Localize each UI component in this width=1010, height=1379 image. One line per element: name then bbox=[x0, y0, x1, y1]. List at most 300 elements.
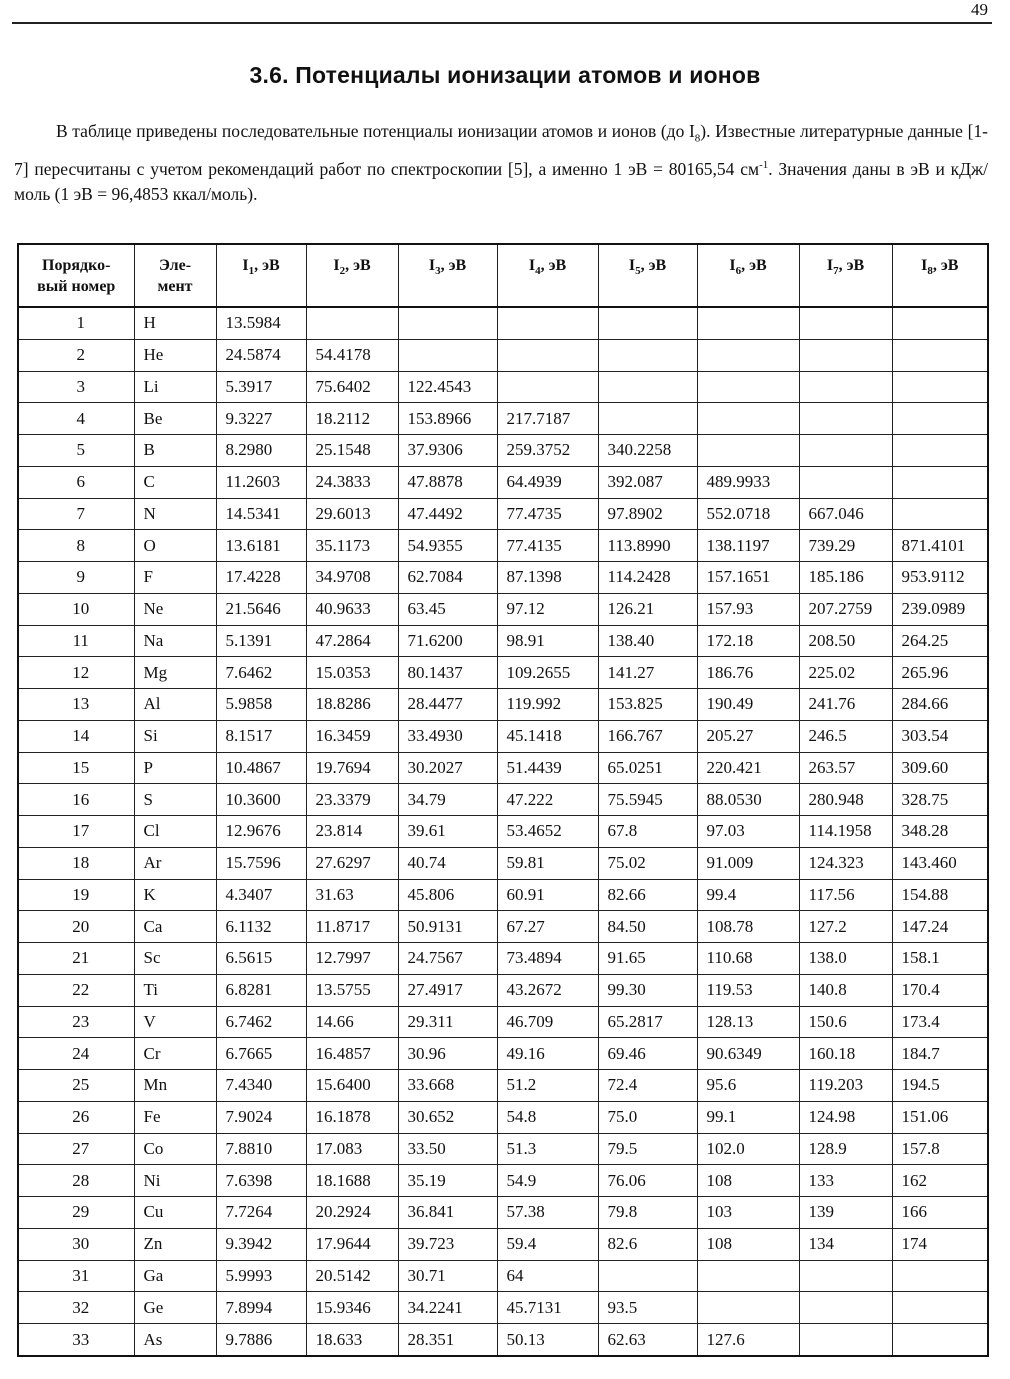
cell-i5 bbox=[598, 403, 697, 435]
cell-i2: 31.63 bbox=[306, 879, 398, 911]
cell-i5: 75.5945 bbox=[598, 784, 697, 816]
cell-i7: 246.5 bbox=[799, 720, 892, 752]
table-row bbox=[18, 371, 988, 403]
table-row bbox=[18, 530, 988, 562]
table-row bbox=[18, 1070, 988, 1102]
cell-i1: 24.5874 bbox=[216, 339, 306, 371]
cell-i3: 34.79 bbox=[398, 784, 497, 816]
page-number: 49 bbox=[971, 0, 988, 19]
cell-i6: 127.6 bbox=[697, 1324, 799, 1356]
cell-i1: 10.3600 bbox=[216, 784, 306, 816]
intro-text-1: В таблице приведены последовательные потенциалы ионизации атомов и ионов (до I bbox=[56, 121, 695, 141]
table-row bbox=[18, 689, 988, 721]
table-row bbox=[18, 435, 988, 467]
cell-i7 bbox=[799, 466, 892, 498]
header-i6: $I_6$, эВ bbox=[697, 244, 799, 307]
cell-i1: 7.6462 bbox=[216, 657, 306, 689]
cell-number: 15 bbox=[18, 752, 134, 784]
table-row bbox=[18, 1101, 988, 1133]
cell-i8 bbox=[892, 498, 988, 530]
cell-i3: 40.74 bbox=[398, 847, 497, 879]
cell-i1: 5.1391 bbox=[216, 625, 306, 657]
cell-i7 bbox=[799, 339, 892, 371]
cell-number: 32 bbox=[18, 1292, 134, 1324]
cell-i3: 33.50 bbox=[398, 1133, 497, 1165]
cell-element: V bbox=[134, 1006, 216, 1038]
cell-i3: 37.9306 bbox=[398, 435, 497, 467]
cell-i2: 15.6400 bbox=[306, 1070, 398, 1102]
cell-number: 33 bbox=[18, 1324, 134, 1356]
cell-number: 29 bbox=[18, 1197, 134, 1229]
cell-element: Mn bbox=[134, 1070, 216, 1102]
cell-i2: 17.083 bbox=[306, 1133, 398, 1165]
cell-number: 14 bbox=[18, 720, 134, 752]
cell-i1: 6.8281 bbox=[216, 974, 306, 1006]
table-row bbox=[18, 593, 988, 625]
cell-i6: 88.0530 bbox=[697, 784, 799, 816]
cell-i6 bbox=[697, 435, 799, 467]
cell-number: 5 bbox=[18, 435, 134, 467]
cell-i8: 173.4 bbox=[892, 1006, 988, 1038]
intro-text-3: . Значения даны в эВ и кДж/моль (1 эВ = 96,4853 ккал/моль). bbox=[14, 158, 989, 205]
cell-i1: 5.9858 bbox=[216, 689, 306, 721]
table-row bbox=[18, 943, 988, 975]
cell-i7: 128.9 bbox=[799, 1133, 892, 1165]
cell-element: Ga bbox=[134, 1260, 216, 1292]
cell-i6: 102.0 bbox=[697, 1133, 799, 1165]
cell-number: 24 bbox=[18, 1038, 134, 1070]
cell-i3 bbox=[398, 307, 497, 339]
cell-i4: 59.4 bbox=[497, 1228, 598, 1260]
cell-i5: 126.21 bbox=[598, 593, 697, 625]
cell-i8: 265.96 bbox=[892, 657, 988, 689]
cell-i8: 157.8 bbox=[892, 1133, 988, 1165]
cell-i4: 60.91 bbox=[497, 879, 598, 911]
cell-i2: 18.633 bbox=[306, 1324, 398, 1356]
intro-sup: -1 bbox=[759, 158, 769, 171]
cell-i5: 75.02 bbox=[598, 847, 697, 879]
cell-i8: 170.4 bbox=[892, 974, 988, 1006]
cell-i8: 194.5 bbox=[892, 1070, 988, 1102]
cell-element: He bbox=[134, 339, 216, 371]
header-i4: $I_4$, эВ bbox=[497, 244, 598, 307]
cell-i8 bbox=[892, 435, 988, 467]
cell-i4: 98.91 bbox=[497, 625, 598, 657]
cell-i1: 9.7886 bbox=[216, 1324, 306, 1356]
cell-i8: 328.75 bbox=[892, 784, 988, 816]
cell-i4: 119.992 bbox=[497, 689, 598, 721]
cell-element: As bbox=[134, 1324, 216, 1356]
cell-i3: 80.1437 bbox=[398, 657, 497, 689]
cell-i5: 114.2428 bbox=[598, 562, 697, 594]
cell-i2: 15.0353 bbox=[306, 657, 398, 689]
cell-i3: 47.4492 bbox=[398, 498, 497, 530]
cell-i8: 158.1 bbox=[892, 943, 988, 975]
cell-i3: 62.7084 bbox=[398, 562, 497, 594]
table-row bbox=[18, 339, 988, 371]
cell-i7: 117.56 bbox=[799, 879, 892, 911]
cell-i3: 50.9131 bbox=[398, 911, 497, 943]
cell-i5: 99.30 bbox=[598, 974, 697, 1006]
cell-i7 bbox=[799, 1324, 892, 1356]
cell-i2: 20.5142 bbox=[306, 1260, 398, 1292]
cell-number: 8 bbox=[18, 530, 134, 562]
cell-i6: 99.1 bbox=[697, 1101, 799, 1133]
cell-i1: 9.3942 bbox=[216, 1228, 306, 1260]
cell-i2: 18.2112 bbox=[306, 403, 398, 435]
cell-i4: 51.3 bbox=[497, 1133, 598, 1165]
cell-i3: 54.9355 bbox=[398, 530, 497, 562]
cell-i3: 34.2241 bbox=[398, 1292, 497, 1324]
cell-i5 bbox=[598, 307, 697, 339]
cell-i7: 138.0 bbox=[799, 943, 892, 975]
table-row bbox=[18, 307, 988, 339]
cell-i5: 67.8 bbox=[598, 816, 697, 848]
cell-i8: 309.60 bbox=[892, 752, 988, 784]
header-i8: $I_8$, эВ bbox=[892, 244, 988, 307]
cell-i6: 220.421 bbox=[697, 752, 799, 784]
cell-i4 bbox=[497, 339, 598, 371]
cell-number: 16 bbox=[18, 784, 134, 816]
cell-element: Ge bbox=[134, 1292, 216, 1324]
cell-i2: 19.7694 bbox=[306, 752, 398, 784]
cell-i4: 64 bbox=[497, 1260, 598, 1292]
cell-i2: 40.9633 bbox=[306, 593, 398, 625]
cell-number: 3 bbox=[18, 371, 134, 403]
cell-element: O bbox=[134, 530, 216, 562]
cell-number: 25 bbox=[18, 1070, 134, 1102]
cell-i4: 57.38 bbox=[497, 1197, 598, 1229]
cell-i7: 208.50 bbox=[799, 625, 892, 657]
cell-i7 bbox=[799, 1292, 892, 1324]
cell-number: 31 bbox=[18, 1260, 134, 1292]
cell-i7: 140.8 bbox=[799, 974, 892, 1006]
cell-i1: 14.5341 bbox=[216, 498, 306, 530]
cell-i2: 29.6013 bbox=[306, 498, 398, 530]
table-row bbox=[18, 1324, 988, 1356]
cell-i6: 95.6 bbox=[697, 1070, 799, 1102]
cell-number: 10 bbox=[18, 593, 134, 625]
cell-i1: 7.6398 bbox=[216, 1165, 306, 1197]
header-i7: $I_7$, эВ bbox=[799, 244, 892, 307]
cell-i5: 84.50 bbox=[598, 911, 697, 943]
cell-i2: 13.5755 bbox=[306, 974, 398, 1006]
cell-i5: 79.5 bbox=[598, 1133, 697, 1165]
cell-i8 bbox=[892, 1292, 988, 1324]
cell-i6 bbox=[697, 371, 799, 403]
cell-number: 2 bbox=[18, 339, 134, 371]
cell-i6 bbox=[697, 307, 799, 339]
cell-i8: 154.88 bbox=[892, 879, 988, 911]
cell-i3: 63.45 bbox=[398, 593, 497, 625]
cell-number: 20 bbox=[18, 911, 134, 943]
cell-i4: 59.81 bbox=[497, 847, 598, 879]
cell-i5: 82.66 bbox=[598, 879, 697, 911]
cell-i8: 239.0989 bbox=[892, 593, 988, 625]
cell-number: 4 bbox=[18, 403, 134, 435]
cell-i7: 127.2 bbox=[799, 911, 892, 943]
cell-number: 9 bbox=[18, 562, 134, 594]
cell-i7: 241.76 bbox=[799, 689, 892, 721]
cell-i1: 5.9993 bbox=[216, 1260, 306, 1292]
cell-i7: 134 bbox=[799, 1228, 892, 1260]
cell-element: Ne bbox=[134, 593, 216, 625]
header-number: Порядко- вый номер bbox=[18, 244, 134, 307]
cell-i7: 739.29 bbox=[799, 530, 892, 562]
cell-number: 22 bbox=[18, 974, 134, 1006]
intro-paragraph bbox=[14, 118, 988, 207]
cell-i2: 16.1878 bbox=[306, 1101, 398, 1133]
cell-i3: 122.4543 bbox=[398, 371, 497, 403]
cell-i2: 16.3459 bbox=[306, 720, 398, 752]
cell-i8: 303.54 bbox=[892, 720, 988, 752]
cell-i5: 141.27 bbox=[598, 657, 697, 689]
cell-i2: 14.66 bbox=[306, 1006, 398, 1038]
table-row bbox=[18, 816, 988, 848]
cell-i8 bbox=[892, 339, 988, 371]
cell-i3: 36.841 bbox=[398, 1197, 497, 1229]
cell-i6 bbox=[697, 1292, 799, 1324]
table-row bbox=[18, 879, 988, 911]
cell-element: P bbox=[134, 752, 216, 784]
cell-i6: 108 bbox=[697, 1165, 799, 1197]
cell-i5: 392.087 bbox=[598, 466, 697, 498]
cell-i8: 147.24 bbox=[892, 911, 988, 943]
table-row bbox=[18, 1228, 988, 1260]
cell-i2: 11.8717 bbox=[306, 911, 398, 943]
cell-i6: 186.76 bbox=[697, 657, 799, 689]
cell-element: C bbox=[134, 466, 216, 498]
cell-i3: 30.71 bbox=[398, 1260, 497, 1292]
cell-i7: 160.18 bbox=[799, 1038, 892, 1070]
ionization-table bbox=[17, 243, 989, 1357]
cell-i5: 65.2817 bbox=[598, 1006, 697, 1038]
cell-i1: 8.1517 bbox=[216, 720, 306, 752]
cell-i7: 124.323 bbox=[799, 847, 892, 879]
cell-element: Sc bbox=[134, 943, 216, 975]
cell-i4: 217.7187 bbox=[497, 403, 598, 435]
cell-i7 bbox=[799, 307, 892, 339]
cell-i3: 47.8878 bbox=[398, 466, 497, 498]
cell-i5: 76.06 bbox=[598, 1165, 697, 1197]
cell-element: Be bbox=[134, 403, 216, 435]
cell-i8: 348.28 bbox=[892, 816, 988, 848]
cell-i4: 64.4939 bbox=[497, 466, 598, 498]
cell-i1: 9.3227 bbox=[216, 403, 306, 435]
cell-i5: 65.0251 bbox=[598, 752, 697, 784]
table-row bbox=[18, 1038, 988, 1070]
cell-i7: 207.2759 bbox=[799, 593, 892, 625]
cell-number: 30 bbox=[18, 1228, 134, 1260]
cell-element: Li bbox=[134, 371, 216, 403]
cell-i5: 91.65 bbox=[598, 943, 697, 975]
cell-i8 bbox=[892, 466, 988, 498]
cell-i3: 30.96 bbox=[398, 1038, 497, 1070]
cell-i8: 166 bbox=[892, 1197, 988, 1229]
cell-i8: 953.9112 bbox=[892, 562, 988, 594]
cell-i2: 75.6402 bbox=[306, 371, 398, 403]
cell-i5: 79.8 bbox=[598, 1197, 697, 1229]
header-element: Эле- мент bbox=[134, 244, 216, 307]
cell-i2: 17.9644 bbox=[306, 1228, 398, 1260]
header-i5: $I_5$, эВ bbox=[598, 244, 697, 307]
table-body bbox=[18, 307, 988, 1356]
cell-i4: 259.3752 bbox=[497, 435, 598, 467]
cell-number: 26 bbox=[18, 1101, 134, 1133]
table-row bbox=[18, 752, 988, 784]
cell-i1: 13.6181 bbox=[216, 530, 306, 562]
cell-element: H bbox=[134, 307, 216, 339]
cell-number: 11 bbox=[18, 625, 134, 657]
cell-i2: 23.3379 bbox=[306, 784, 398, 816]
cell-i6: 97.03 bbox=[697, 816, 799, 848]
cell-i7: 150.6 bbox=[799, 1006, 892, 1038]
cell-i5 bbox=[598, 371, 697, 403]
cell-i6: 128.13 bbox=[697, 1006, 799, 1038]
cell-element: Cu bbox=[134, 1197, 216, 1229]
table-row bbox=[18, 974, 988, 1006]
table-row bbox=[18, 1165, 988, 1197]
cell-i7: 139 bbox=[799, 1197, 892, 1229]
header-i3: $I_3$, эВ bbox=[398, 244, 497, 307]
cell-i3: 30.2027 bbox=[398, 752, 497, 784]
cell-i3: 39.723 bbox=[398, 1228, 497, 1260]
cell-i8 bbox=[892, 403, 988, 435]
cell-number: 1 bbox=[18, 307, 134, 339]
cell-i6: 119.53 bbox=[697, 974, 799, 1006]
cell-i4: 54.9 bbox=[497, 1165, 598, 1197]
cell-i5: 62.63 bbox=[598, 1324, 697, 1356]
cell-i7 bbox=[799, 403, 892, 435]
table-row bbox=[18, 720, 988, 752]
cell-i5: 340.2258 bbox=[598, 435, 697, 467]
cell-i1: 11.2603 bbox=[216, 466, 306, 498]
cell-element: N bbox=[134, 498, 216, 530]
table-row bbox=[18, 1197, 988, 1229]
cell-element: Ca bbox=[134, 911, 216, 943]
cell-i7 bbox=[799, 435, 892, 467]
cell-i2: 27.6297 bbox=[306, 847, 398, 879]
cell-i4: 47.222 bbox=[497, 784, 598, 816]
section-title: 3.6. Потенциалы ионизации атомов и ионов bbox=[249, 62, 761, 88]
table-row bbox=[18, 403, 988, 435]
cell-i5: 72.4 bbox=[598, 1070, 697, 1102]
cell-i4: 49.16 bbox=[497, 1038, 598, 1070]
cell-element: Fe bbox=[134, 1101, 216, 1133]
cell-element: B bbox=[134, 435, 216, 467]
header-rule bbox=[12, 22, 992, 24]
cell-i7 bbox=[799, 1260, 892, 1292]
cell-i7: 225.02 bbox=[799, 657, 892, 689]
cell-element: S bbox=[134, 784, 216, 816]
cell-number: 23 bbox=[18, 1006, 134, 1038]
cell-i8 bbox=[892, 307, 988, 339]
cell-i4: 50.13 bbox=[497, 1324, 598, 1356]
table-row bbox=[18, 847, 988, 879]
cell-element: Na bbox=[134, 625, 216, 657]
cell-i8: 162 bbox=[892, 1165, 988, 1197]
cell-i1: 6.1132 bbox=[216, 911, 306, 943]
cell-element: F bbox=[134, 562, 216, 594]
cell-i7: 124.98 bbox=[799, 1101, 892, 1133]
cell-number: 19 bbox=[18, 879, 134, 911]
cell-i5: 153.825 bbox=[598, 689, 697, 721]
intro-text-2: ). Известные литературные данные [1-7] пересчитаны с учетом рекомендаций работ по спектроскопии [5], а именно 1 эВ = 80165,54 см bbox=[14, 121, 988, 179]
cell-i6: 91.009 bbox=[697, 847, 799, 879]
cell-i6: 552.0718 bbox=[697, 498, 799, 530]
cell-i6: 99.4 bbox=[697, 879, 799, 911]
cell-i2: 15.9346 bbox=[306, 1292, 398, 1324]
cell-i3: 27.4917 bbox=[398, 974, 497, 1006]
header-i2: $I_2$, эВ bbox=[306, 244, 398, 307]
cell-i6 bbox=[697, 403, 799, 435]
cell-i3: 33.4930 bbox=[398, 720, 497, 752]
cell-i1: 7.9024 bbox=[216, 1101, 306, 1133]
table-row bbox=[18, 562, 988, 594]
cell-i2: 20.2924 bbox=[306, 1197, 398, 1229]
cell-element: Cl bbox=[134, 816, 216, 848]
cell-i1: 8.2980 bbox=[216, 435, 306, 467]
cell-i3: 71.6200 bbox=[398, 625, 497, 657]
cell-i1: 7.4340 bbox=[216, 1070, 306, 1102]
table-row bbox=[18, 466, 988, 498]
cell-i7: 119.203 bbox=[799, 1070, 892, 1102]
cell-i1: 17.4228 bbox=[216, 562, 306, 594]
cell-i2: 35.1173 bbox=[306, 530, 398, 562]
cell-i4 bbox=[497, 307, 598, 339]
cell-number: 27 bbox=[18, 1133, 134, 1165]
cell-i1: 12.9676 bbox=[216, 816, 306, 848]
table-row bbox=[18, 498, 988, 530]
table-row bbox=[18, 1006, 988, 1038]
cell-i4: 77.4735 bbox=[497, 498, 598, 530]
cell-i7 bbox=[799, 371, 892, 403]
cell-i1: 15.7596 bbox=[216, 847, 306, 879]
cell-i4: 53.4652 bbox=[497, 816, 598, 848]
cell-i5: 113.8990 bbox=[598, 530, 697, 562]
cell-i3: 30.652 bbox=[398, 1101, 497, 1133]
cell-i3 bbox=[398, 339, 497, 371]
cell-number: 28 bbox=[18, 1165, 134, 1197]
table-row bbox=[18, 911, 988, 943]
cell-i6: 190.49 bbox=[697, 689, 799, 721]
cell-i6: 108.78 bbox=[697, 911, 799, 943]
cell-i3: 24.7567 bbox=[398, 943, 497, 975]
cell-element: Si bbox=[134, 720, 216, 752]
cell-i5 bbox=[598, 1260, 697, 1292]
cell-i3: 28.351 bbox=[398, 1324, 497, 1356]
cell-i2: 12.7997 bbox=[306, 943, 398, 975]
cell-i4: 45.7131 bbox=[497, 1292, 598, 1324]
cell-i1: 4.3407 bbox=[216, 879, 306, 911]
cell-i4: 51.4439 bbox=[497, 752, 598, 784]
cell-element: Al bbox=[134, 689, 216, 721]
cell-number: 17 bbox=[18, 816, 134, 848]
table-row bbox=[18, 657, 988, 689]
cell-i5: 93.5 bbox=[598, 1292, 697, 1324]
cell-i8 bbox=[892, 1260, 988, 1292]
cell-i4: 46.709 bbox=[497, 1006, 598, 1038]
cell-number: 6 bbox=[18, 466, 134, 498]
table-row bbox=[18, 1260, 988, 1292]
cell-element: Ni bbox=[134, 1165, 216, 1197]
cell-i2: 23.814 bbox=[306, 816, 398, 848]
cell-i4: 109.2655 bbox=[497, 657, 598, 689]
cell-i4: 54.8 bbox=[497, 1101, 598, 1133]
cell-i1: 7.7264 bbox=[216, 1197, 306, 1229]
cell-i3: 33.668 bbox=[398, 1070, 497, 1102]
cell-i7: 114.1958 bbox=[799, 816, 892, 848]
